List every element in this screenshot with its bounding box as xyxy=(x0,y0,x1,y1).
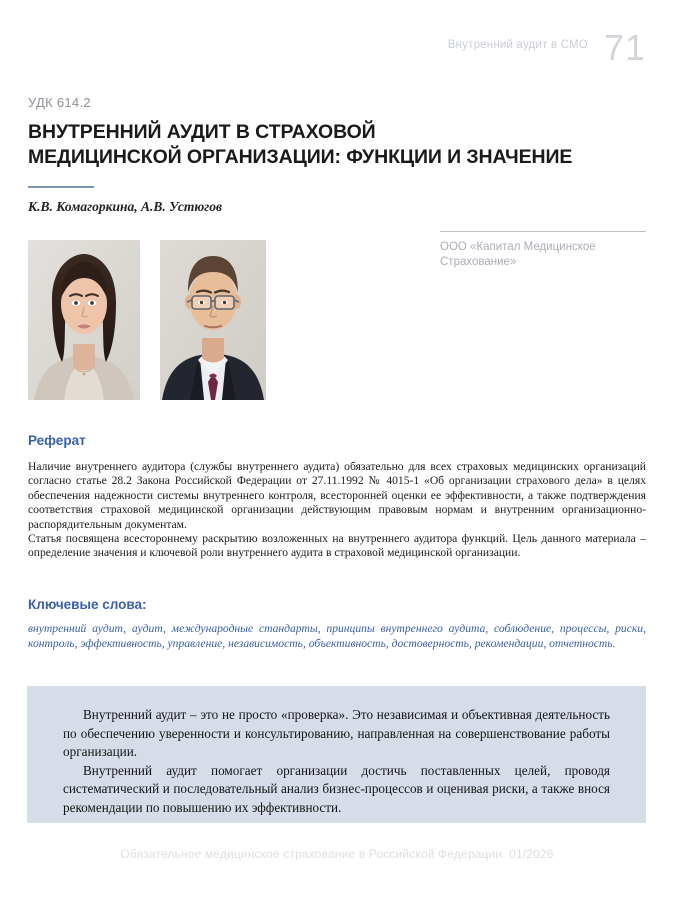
running-head-title: Внутренний аудит в СМО xyxy=(447,39,588,51)
callout-content xyxy=(27,686,646,817)
callout-paragraph-2: Внутренний аудит помогает организации достичь поставленных целей, проводя систематический и последовательный анализ бизнес-процессов и оценивая риски, а также внося рекомендации по повышению их эффективности. xyxy=(63,762,610,815)
author-photo-komagorkina xyxy=(28,240,140,400)
keywords-heading: Ключевые слова: xyxy=(28,597,147,612)
page-title-line-1: ВНУТРЕННИЙ АУДИТ В СТРАХОВОЙ xyxy=(28,121,376,143)
author-portrait-left-image xyxy=(28,240,140,400)
keywords-list: внутренний аудит, аудит, международные стандарты, принципы внутреннего аудита, соблюдение, процессы, риски, контроль, эффективность, управление, независимость, объективность, достоверность, рекомендации, отчетность. xyxy=(28,622,646,650)
author-photo-ustyugov xyxy=(160,240,266,400)
page-footer: Обязательное медицинское страхование в Российской Федерации. 01/2026 xyxy=(120,847,554,861)
affiliation: ООО «Капитал Медицинское Страхование» xyxy=(440,241,596,268)
udc-code: УДК 614.2 xyxy=(28,95,91,110)
abstract-body xyxy=(28,460,646,561)
abstract-heading: Реферат xyxy=(28,433,86,448)
author-names: К.В. Комагоркина, А.В. Устюгов xyxy=(28,199,222,214)
running-head xyxy=(0,27,646,68)
callout-box xyxy=(27,686,646,823)
title-divider xyxy=(28,186,94,188)
affiliation-divider xyxy=(440,231,646,232)
callout-paragraph-1: Внутренний аудит – это не просто «проверка». Это независимая и объективная деятельность по обеспечению уверенности и консультированию, направленная на совершенствование работы организации. xyxy=(63,707,610,759)
page-title-line-2: МЕДИЦИНСКОЙ ОРГАНИЗАЦИИ: ФУНКЦИИ И ЗНАЧЕНИЕ xyxy=(28,146,573,168)
abstract-paragraph-1: Наличие внутреннего аудитора (службы внутреннего аудита) обязательно для всех страховых медицинских организаций согласно статье 28.2 Закона Российской Федерации от 27.11.1992 № 4015-1 «Об организации страхового дела» в целях обеспечения надежности системы внутреннего контроля, всесторонней оценки ее эффективности, а также подтверждения соответствия страховой медицинской организации действующим правовым нормам и внутренним организационно-распорядительным документам. xyxy=(28,460,646,531)
abstract-paragraph-2: Статья посвящена всестороннему раскрытию возложенных на внутреннего аудитора функций. Цель данного материала – определение значения и ключевой роли внутреннего аудита в страховой медицинской организации. xyxy=(28,532,646,560)
page-title xyxy=(28,120,648,170)
author-portrait-right-image xyxy=(160,240,266,400)
page-number: 71 xyxy=(603,27,646,68)
